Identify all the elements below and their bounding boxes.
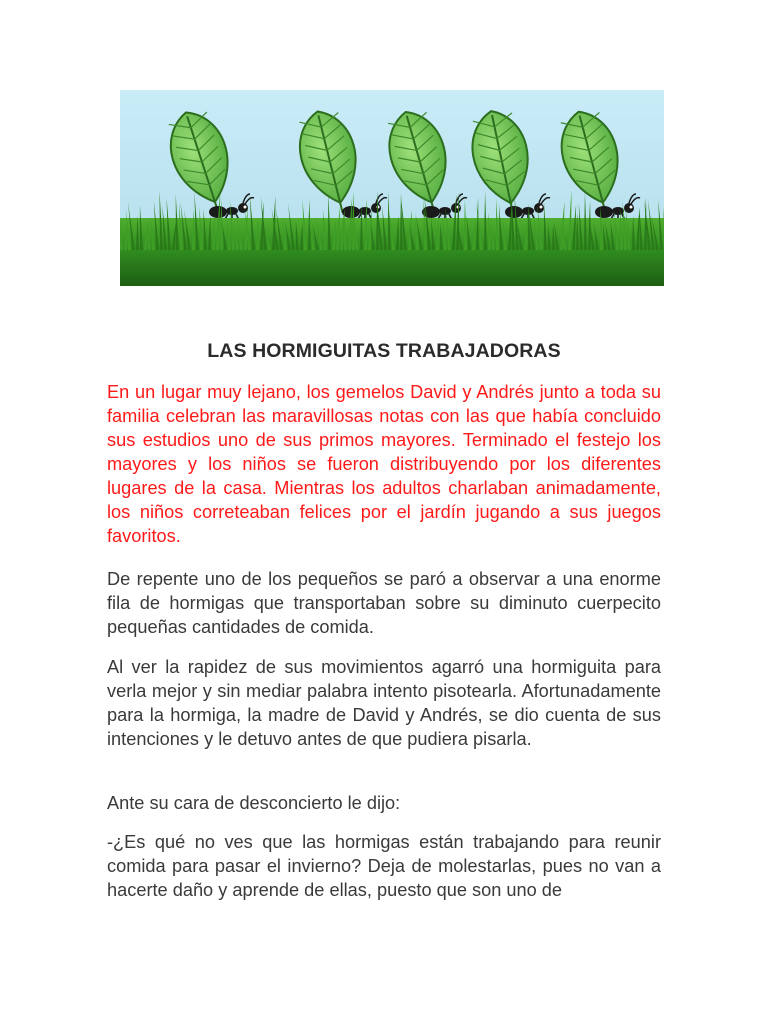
paragraph-1: En un lugar muy lejano, los gemelos David y Andrés junto a toda su familia celebran las maravillosas notas con las que había concluido sus estudios uno de sus primos mayores. Terminado el festejo los mayores y los niños se fueron distribuyendo por los diferentes lugares de la casa. Mientras los adultos charlaban animadamente, los niños correteaban felices por el jardín jugando a sus juegos favoritos.: [107, 382, 661, 546]
paragraph-5: -¿Es qué no ves que las hormigas están trabajando para reunir comida para pasar el invierno? Deja de molestarlas, pues no van a hacerte daño y aprende de ellas, puesto que son uno de: [107, 832, 661, 900]
paragraph-2: De repente uno de los pequeños se paró a observar a una enorme fila de hormigas que transportaban sobre su diminuto cuerpecito pequeñas cantidades de comida.: [107, 569, 661, 637]
ants-carrying-leaves-illustration: [120, 90, 664, 286]
paragraph-4: Ante su cara de desconcierto le dijo:: [107, 793, 401, 813]
story-title: LAS HORMIGUITAS TRABAJADORAS: [207, 340, 561, 362]
grass: [120, 218, 664, 286]
paragraph-3: Al ver la rapidez de sus movimientos agarró una hormiguita para verla mejor y sin mediar palabra intento pisotearla. Afortunadamente para la hormiga, la madre de David y Andrés, se dio cuenta de sus intenciones y le detuvo antes de que pudiera pisarla.: [107, 657, 661, 749]
illustration-canvas: [120, 90, 664, 286]
